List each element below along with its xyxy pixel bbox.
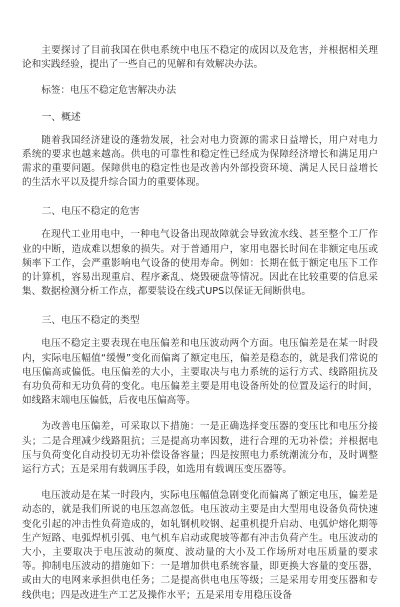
- hazards-paragraph: 在现代工业用电中，一种电气设备出现故障就会导致流水线、甚至整个工厂作业的中断，造成难以想象的损失。对于普通用户，家用电器长时间在非额定电压或频率下工作，会严重影响电气设备的使用寿命。例如：长期在低于额定电压下工作的计算机，容易出现重启、程序紊乱、烧毁硬盘等情况。因此在比较重要的信息采集、数据检测分析工作点，都要装设在线式UPS以保证无间断供电。: [22, 229, 378, 298]
- section-heading-overview: 一、概述: [41, 111, 81, 123]
- types-paragraph-deviation: 电压不稳定主要表现在电压偏差和电压波动两个方面。电压偏差是在某一时段内，实际电压幅值“缓慢”变化而偏离了额定电压，偏差是稳态的，就是我们常说的电压偏高或偏低。电压偏差的大小，主要取决与电力系统的运行方式、线路阻抗及有功负荷和无功负荷的变化。电压偏差主要是用电设备所处的位置及运行的时间，如线路末端电压偏低，后夜电压偏高等。: [22, 338, 378, 407]
- section-heading-hazards: 二、电压不稳定的危害: [41, 206, 140, 218]
- types-paragraph-deviation-measures: 为改善电压偏差，可采取以下措施：一是正确选择变压器的变压比和电压分接头；二是合理减少线路阻抗；三是提高功率因数，进行合理的无功补偿；并根据电压与负荷变化自动投切无功补偿设备容量；四是按照电力系统潮流分布，及时调整运行方式；五是采用有载调压手段，如选用有载调压变压器等。: [22, 421, 378, 476]
- abstract-paragraph: 主要探讨了目前我国在供电系统中电压不稳定的成因以及危害，并根据相关理论和实践经验，提出了一些自己的见解和有效解决办法。: [22, 45, 378, 71]
- overview-paragraph: 随着我国经济建设的蓬勃发展，社会对电力资源的需求日益增长，用户对电力系统的要求也越来越高。供电的可靠性和稳定性已经成为保障经济增长和满足用户需求的重要问题。保障供电的稳定性也是改善内外部投资环境、满足人民日益增长的生活水平以及提升综合国力的重要体现。: [22, 134, 378, 189]
- section-heading-types: 三、电压不稳定的类型: [41, 315, 140, 327]
- keywords-line: 标签：电压不稳定危害解决办法: [41, 85, 177, 97]
- types-paragraph-fluctuation: 电压波动是在某一时段内，实际电压幅值急剧变化而偏离了额定电压，偏差是动态的，就是我们所说的电压忽高忽低。电压波动主要是由大型用电设备负荷快速变化引起的冲击性负荷造成的，如轧钢机咬钢、起重机提升启动、电弧炉熔化期等生产短路、电弧焊机引弧、电气机车启动或爬坡等都有冲击负荷产生。电压波动的大小，主要取决于电压波动的频度、波动量的大小及工作场所对电压质量的要求等。抑制电压波动的措施如下：一是增加供电系统容量，即更换大容量的变压器，或由大的电网来承担供电任务；二是提高供电电压等级；三是采用专用变压器和专线供电；四是改进生产工艺及操作水平；五是采用专用稳压设备: [22, 490, 378, 601]
